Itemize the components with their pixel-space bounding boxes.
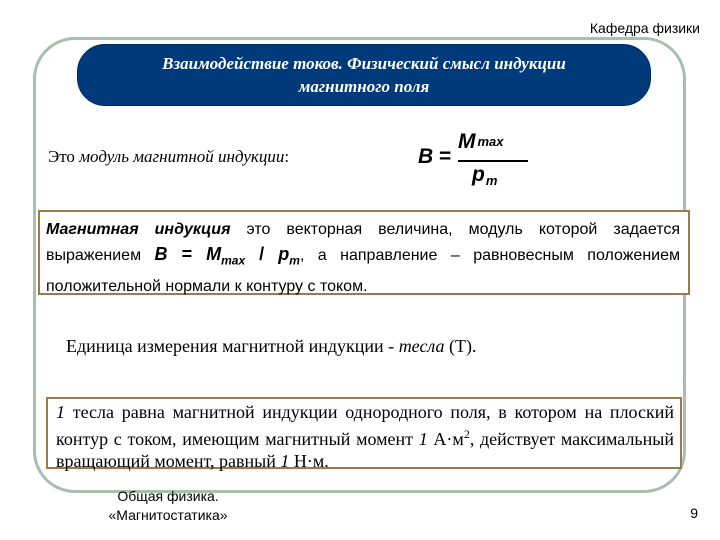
vector-definition-box	[38, 210, 690, 295]
unit-am: А·м	[427, 429, 464, 449]
formula-equals: =	[439, 145, 452, 168]
footer-line-1: Общая физика.	[117, 488, 219, 504]
tesla-one: 1	[56, 402, 65, 422]
tesla-one-3: 1	[280, 451, 290, 471]
induction-formula	[418, 130, 518, 190]
unit-suffix: (Т).	[444, 336, 477, 356]
slide-title	[77, 44, 651, 106]
tesla-definition-box	[46, 397, 682, 469]
footer	[88, 487, 248, 525]
slide-title-line-2: магнитного поля	[298, 77, 430, 96]
footer-line-2: «Магнитостатика»	[108, 507, 228, 523]
vector-text-b: , а направление – равновесным положением положительной нормали к контуру с током.	[46, 247, 680, 295]
vector-term: Магнитная индукция	[46, 221, 231, 238]
formula-numerator: M $_{max}$	[458, 130, 504, 153]
department-label: Кафедра физики	[589, 20, 700, 36]
definition-suffix: :	[284, 147, 290, 166]
vector-text-a: это векторная величина, модуль которой задается выражением	[46, 221, 681, 264]
unit-nm: Н·м.	[289, 451, 329, 471]
unit-am-power: 2	[463, 427, 470, 441]
unit-prefix: Единица измерения магнитной индукции -	[66, 336, 399, 356]
definition-prefix: Это	[48, 147, 80, 166]
unit-name: тесла	[398, 336, 445, 356]
inline-formula: $B = M_{max} / p_m$	[154, 244, 300, 268]
tesla-one-2: 1	[418, 429, 428, 449]
unit-line	[66, 336, 476, 357]
fraction-bar	[458, 160, 528, 162]
definition-term: модуль магнитной индукции	[79, 147, 285, 166]
slide-title-line-1: Взаимодействие токов. Физический смысл индукции	[162, 54, 566, 73]
formula-denominator: $p_m$	[472, 163, 498, 188]
definition-line	[48, 147, 289, 167]
page-number: 9	[690, 505, 698, 521]
tesla-text-a: тесла равна магнитной индукции однородного поля, в котором на плоский контур с током, имеющим магнитный момент	[56, 402, 674, 449]
tesla-text-b: , действует максимальный вращающий момент, равный	[56, 429, 674, 471]
formula-lhs: B	[418, 145, 434, 168]
